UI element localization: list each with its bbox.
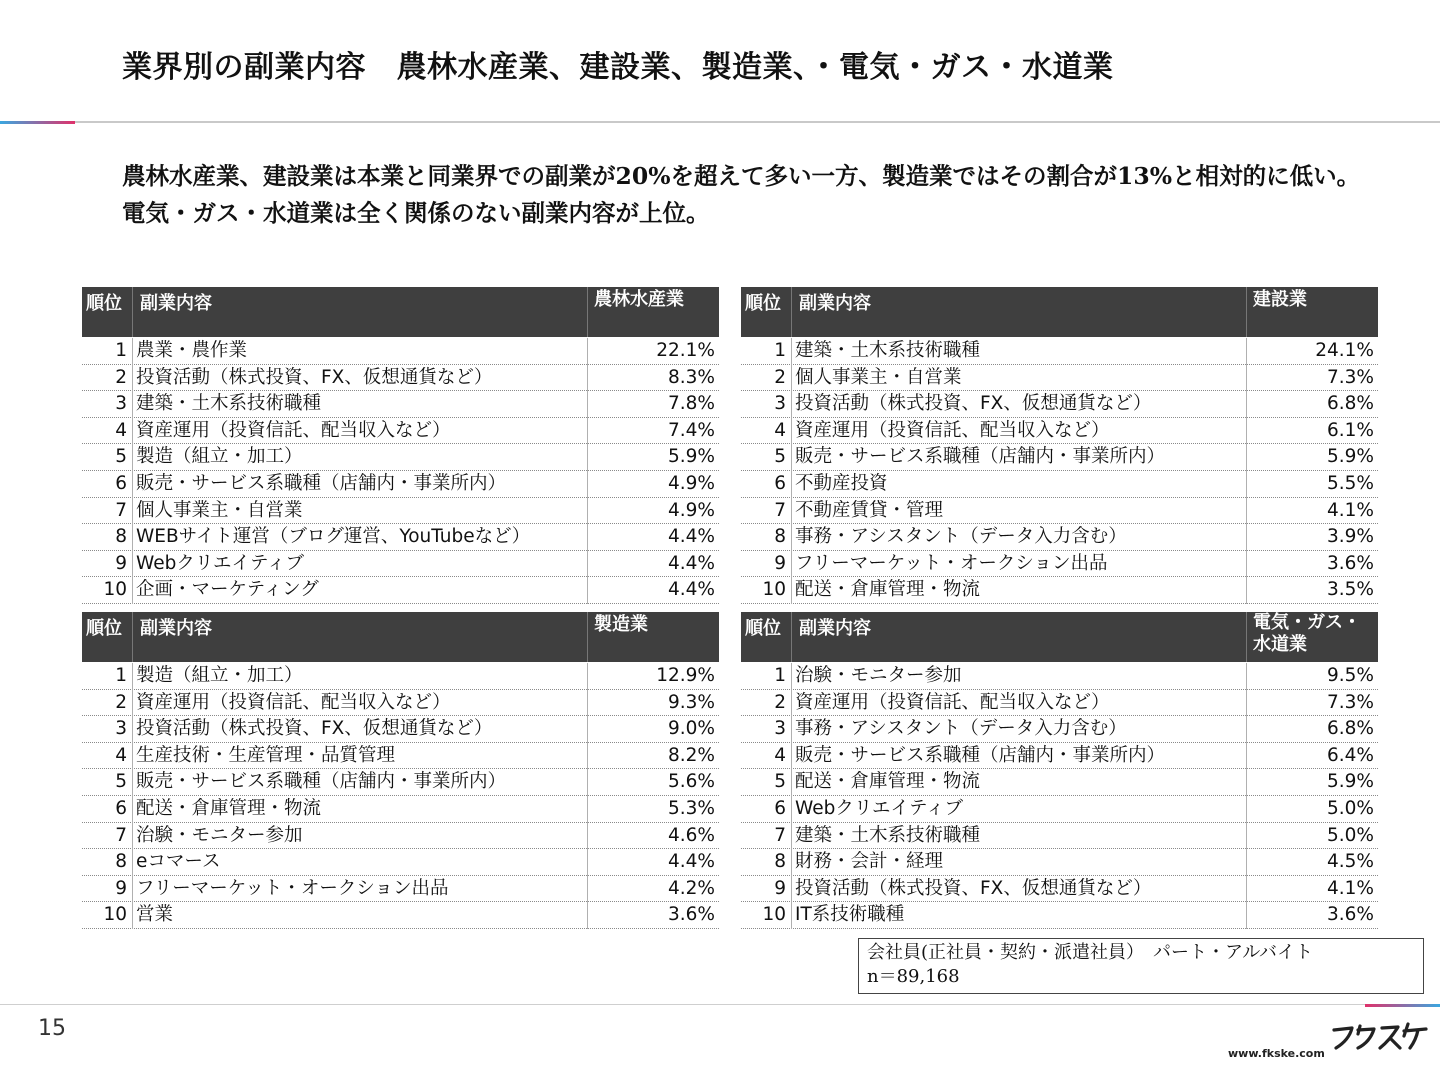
row-rank: 3 <box>774 393 786 415</box>
header-industry: 建設業 <box>1253 289 1307 310</box>
column-divider <box>132 577 133 604</box>
table-row <box>82 338 719 365</box>
bottom-divider-accent <box>1365 1004 1440 1007</box>
column-divider <box>587 391 588 418</box>
row-rank: 4 <box>774 744 786 766</box>
row-content: 資産運用（投資信託、配当収入など） <box>136 691 451 713</box>
column-divider <box>132 690 133 717</box>
row-percent: 4.9% <box>668 499 715 521</box>
row-content: 資産運用（投資信託、配当収入など） <box>136 419 451 441</box>
row-content: 投資活動（株式投資、FX、仮想通貨など） <box>795 393 1152 415</box>
row-rank: 10 <box>762 904 786 926</box>
column-divider <box>587 577 588 604</box>
column-divider <box>791 444 792 471</box>
row-content: Webクリエイティブ <box>136 552 304 574</box>
column-divider <box>1246 577 1247 604</box>
row-rank: 1 <box>115 665 127 686</box>
header-industry: 農林水産業 <box>594 289 684 310</box>
table-row <box>741 471 1378 498</box>
row-content: 投資活動（株式投資、FX、仮想通貨など） <box>795 877 1152 899</box>
table-row <box>82 823 719 850</box>
row-rank: 2 <box>115 691 127 713</box>
row-percent: 5.0% <box>1327 824 1374 846</box>
table-row <box>741 796 1378 823</box>
column-divider <box>132 876 133 903</box>
table-row <box>82 796 719 823</box>
row-rank: 1 <box>115 340 127 361</box>
table-row <box>82 663 719 690</box>
row-percent: 4.4% <box>668 552 715 574</box>
row-rank: 7 <box>115 824 127 846</box>
row-rank: 10 <box>103 579 127 601</box>
column-divider <box>1246 743 1247 770</box>
column-divider <box>132 444 133 471</box>
row-percent: 22.1% <box>656 340 715 361</box>
bottom-divider <box>0 1004 1440 1005</box>
row-rank: 6 <box>115 797 127 819</box>
row-rank: 8 <box>115 526 127 548</box>
column-divider <box>1246 365 1247 392</box>
column-divider <box>791 876 792 903</box>
table-row <box>741 823 1378 850</box>
ranking-table <box>82 612 719 929</box>
row-percent: 9.3% <box>668 691 715 713</box>
column-divider <box>791 823 792 850</box>
row-content: 製造（組立・加工） <box>136 665 303 686</box>
row-percent: 9.5% <box>1327 665 1374 686</box>
table-row <box>741 690 1378 717</box>
row-percent: 7.8% <box>668 393 715 415</box>
row-content: 不動産賃貸・管理 <box>795 499 944 521</box>
row-rank: 5 <box>115 446 127 468</box>
column-divider <box>1246 823 1247 850</box>
table-header <box>741 612 1378 662</box>
row-rank: 6 <box>774 797 786 819</box>
table-row <box>82 690 719 717</box>
table-row <box>741 769 1378 796</box>
table-row <box>82 876 719 903</box>
row-rank: 7 <box>115 499 127 521</box>
table-header <box>741 287 1378 337</box>
column-divider <box>1246 849 1247 876</box>
row-content: 建築・土木系技術職種 <box>136 393 322 415</box>
row-percent: 3.6% <box>1327 552 1374 574</box>
brand-logo-icon <box>1330 1018 1430 1052</box>
row-content: IT系技術職種 <box>795 904 905 926</box>
row-rank: 5 <box>774 446 786 468</box>
ranking-table <box>82 287 719 604</box>
header-content: 副業内容 <box>799 618 871 639</box>
column-divider <box>791 365 792 392</box>
column-divider <box>791 902 792 929</box>
row-rank: 8 <box>115 851 127 873</box>
table-row <box>741 418 1378 445</box>
column-divider <box>791 471 792 498</box>
row-content: 不動産投資 <box>795 472 888 494</box>
row-percent: 5.5% <box>1327 472 1374 494</box>
row-content: 営業 <box>136 904 174 926</box>
column-divider <box>587 690 588 717</box>
table-row <box>82 365 719 392</box>
row-percent: 6.4% <box>1327 744 1374 766</box>
header-divider <box>132 287 133 337</box>
row-percent: 4.5% <box>1327 851 1374 873</box>
row-percent: 5.6% <box>668 771 715 793</box>
sample-note-n: n＝89,168 <box>867 966 960 987</box>
row-percent: 4.4% <box>668 579 715 601</box>
column-divider <box>587 849 588 876</box>
row-content: 財務・会計・経理 <box>795 851 944 873</box>
row-content: 治験・モニター参加 <box>136 824 303 846</box>
row-content: 生産技術・生産管理・品質管理 <box>136 744 396 766</box>
table-row <box>741 849 1378 876</box>
column-divider <box>587 769 588 796</box>
table-row <box>82 716 719 743</box>
table-row <box>82 391 719 418</box>
table-row <box>741 743 1378 770</box>
header-divider <box>587 287 588 337</box>
row-percent: 24.1% <box>1315 340 1374 361</box>
column-divider <box>1246 769 1247 796</box>
column-divider <box>1246 444 1247 471</box>
page-title: 業界別の副業内容 農林水産業、建設業、製造業、・電気・ガス・水道業 <box>122 50 1114 85</box>
column-divider <box>587 524 588 551</box>
table-row <box>741 577 1378 604</box>
row-percent: 7.3% <box>1327 366 1374 388</box>
column-divider <box>1246 551 1247 578</box>
row-rank: 10 <box>762 579 786 601</box>
row-content: 個人事業主・自営業 <box>795 366 962 388</box>
column-divider <box>1246 524 1247 551</box>
column-divider <box>132 338 133 365</box>
column-divider <box>1246 876 1247 903</box>
column-divider <box>587 471 588 498</box>
row-content: 配送・倉庫管理・物流 <box>795 771 981 793</box>
column-divider <box>791 524 792 551</box>
column-divider <box>132 524 133 551</box>
table-row <box>741 716 1378 743</box>
row-rank: 4 <box>115 419 127 441</box>
table-row <box>82 849 719 876</box>
table-row <box>741 524 1378 551</box>
column-divider <box>587 418 588 445</box>
table-row <box>82 743 719 770</box>
row-rank: 5 <box>774 771 786 793</box>
table-row <box>741 663 1378 690</box>
row-content: 販売・サービス系職種（店舗内・事業所内） <box>136 472 507 494</box>
row-rank: 8 <box>774 526 786 548</box>
column-divider <box>791 690 792 717</box>
row-percent: 6.1% <box>1327 419 1374 441</box>
column-divider <box>587 743 588 770</box>
row-rank: 2 <box>115 366 127 388</box>
column-divider <box>132 391 133 418</box>
column-divider <box>1246 498 1247 525</box>
row-rank: 6 <box>115 472 127 494</box>
table-row <box>741 498 1378 525</box>
column-divider <box>132 823 133 850</box>
row-rank: 1 <box>774 340 786 361</box>
row-percent: 4.9% <box>668 472 715 494</box>
row-content: 配送・倉庫管理・物流 <box>136 797 322 819</box>
row-content: 企画・マーケティング <box>136 579 319 601</box>
row-content: WEBサイト運営（ブログ運営、YouTubeなど） <box>136 526 531 548</box>
row-content: eコマース <box>136 851 221 873</box>
table-row <box>741 902 1378 929</box>
ranking-table <box>741 612 1378 929</box>
header-content: 副業内容 <box>140 293 212 314</box>
row-rank: 1 <box>774 665 786 686</box>
row-percent: 9.0% <box>668 718 715 740</box>
table-row <box>82 902 719 929</box>
column-divider <box>587 498 588 525</box>
sample-note-respondents: 会社員(正社員・契約・派遣社員） パート・アルバイト <box>867 942 1314 963</box>
row-content: 製造（組立・加工） <box>136 446 303 468</box>
column-divider <box>132 849 133 876</box>
column-divider <box>1246 663 1247 690</box>
table-row <box>82 551 719 578</box>
column-divider <box>132 663 133 690</box>
column-divider <box>791 418 792 445</box>
table-row <box>82 769 719 796</box>
row-content: 農業・農作業 <box>136 340 248 361</box>
row-content: 投資活動（株式投資、FX、仮想通貨など） <box>136 718 493 740</box>
header-divider <box>1246 287 1247 337</box>
table-row <box>741 338 1378 365</box>
column-divider <box>587 551 588 578</box>
row-content: 資産運用（投資信託、配当収入など） <box>795 691 1110 713</box>
column-divider <box>132 769 133 796</box>
table-row <box>741 551 1378 578</box>
column-divider <box>132 551 133 578</box>
table-row <box>82 444 719 471</box>
column-divider <box>791 769 792 796</box>
table-row <box>741 391 1378 418</box>
header-industry: 電気・ガス・水道業 <box>1253 612 1361 655</box>
column-divider <box>791 577 792 604</box>
row-percent: 4.2% <box>668 877 715 899</box>
column-divider <box>1246 716 1247 743</box>
column-divider <box>1246 471 1247 498</box>
row-rank: 8 <box>774 851 786 873</box>
table-row <box>82 498 719 525</box>
column-divider <box>587 902 588 929</box>
column-divider <box>791 796 792 823</box>
header-industry: 製造業 <box>594 614 648 635</box>
row-rank: 7 <box>774 824 786 846</box>
row-percent: 4.4% <box>668 851 715 873</box>
ranking-table <box>741 287 1378 604</box>
row-content: 販売・サービス系職種（店舗内・事業所内） <box>136 771 507 793</box>
header-divider <box>791 287 792 337</box>
column-divider <box>791 551 792 578</box>
row-content: 販売・サービス系職種（店舗内・事業所内） <box>795 744 1166 766</box>
row-percent: 7.4% <box>668 419 715 441</box>
column-divider <box>1246 418 1247 445</box>
row-content: 配送・倉庫管理・物流 <box>795 579 981 601</box>
column-divider <box>791 849 792 876</box>
row-rank: 7 <box>774 499 786 521</box>
column-divider <box>1246 902 1247 929</box>
row-content: 建築・土木系技術職種 <box>795 824 981 846</box>
header-divider <box>587 612 588 662</box>
row-rank: 6 <box>774 472 786 494</box>
column-divider <box>132 796 133 823</box>
row-rank: 9 <box>774 552 786 574</box>
row-percent: 5.9% <box>668 446 715 468</box>
row-percent: 6.8% <box>1327 393 1374 415</box>
header-divider <box>132 612 133 662</box>
column-divider <box>1246 796 1247 823</box>
row-rank: 3 <box>115 718 127 740</box>
column-divider <box>132 498 133 525</box>
row-rank: 2 <box>774 366 786 388</box>
column-divider <box>587 876 588 903</box>
row-content: 事務・アシスタント（データ入力含む） <box>795 526 1127 548</box>
row-percent: 12.9% <box>656 665 715 686</box>
row-content: 個人事業主・自営業 <box>136 499 303 521</box>
row-percent: 3.5% <box>1327 579 1374 601</box>
top-divider-accent <box>0 121 75 124</box>
column-divider <box>1246 338 1247 365</box>
column-divider <box>132 716 133 743</box>
row-percent: 4.1% <box>1327 499 1374 521</box>
row-rank: 2 <box>774 691 786 713</box>
table-row <box>741 444 1378 471</box>
column-divider <box>587 338 588 365</box>
header-content: 副業内容 <box>140 618 212 639</box>
row-rank: 4 <box>115 744 127 766</box>
column-divider <box>587 796 588 823</box>
row-percent: 3.9% <box>1327 526 1374 548</box>
row-percent: 3.6% <box>1327 904 1374 926</box>
row-content: Webクリエイティブ <box>795 797 963 819</box>
table-row <box>82 418 719 445</box>
column-divider <box>132 743 133 770</box>
row-rank: 3 <box>774 718 786 740</box>
table-header <box>82 287 719 337</box>
top-divider <box>0 121 1440 123</box>
row-percent: 8.2% <box>668 744 715 766</box>
header-divider <box>1246 612 1247 662</box>
row-rank: 5 <box>115 771 127 793</box>
row-rank: 4 <box>774 419 786 441</box>
table-row <box>741 365 1378 392</box>
row-percent: 5.3% <box>668 797 715 819</box>
row-rank: 10 <box>103 904 127 926</box>
column-divider <box>791 716 792 743</box>
row-percent: 4.4% <box>668 526 715 548</box>
row-rank: 9 <box>115 552 127 574</box>
row-percent: 5.9% <box>1327 771 1374 793</box>
column-divider <box>587 823 588 850</box>
row-content: 治験・モニター参加 <box>795 665 962 686</box>
row-content: フリーマーケット・オークション出品 <box>795 552 1108 574</box>
page-number: 15 <box>38 1016 66 1041</box>
column-divider <box>1246 690 1247 717</box>
column-divider <box>132 418 133 445</box>
row-percent: 4.6% <box>668 824 715 846</box>
row-rank: 3 <box>115 393 127 415</box>
row-rank: 9 <box>774 877 786 899</box>
row-percent: 8.3% <box>668 366 715 388</box>
column-divider <box>791 498 792 525</box>
row-percent: 7.3% <box>1327 691 1374 713</box>
row-content: 事務・アシスタント（データ入力含む） <box>795 718 1127 740</box>
row-content: 投資活動（株式投資、FX、仮想通貨など） <box>136 366 493 388</box>
column-divider <box>1246 391 1247 418</box>
column-divider <box>791 743 792 770</box>
table-row <box>82 577 719 604</box>
row-rank: 9 <box>115 877 127 899</box>
column-divider <box>587 365 588 392</box>
header-rank: 順位 <box>86 618 122 639</box>
column-divider <box>132 902 133 929</box>
row-percent: 5.0% <box>1327 797 1374 819</box>
column-divider <box>587 444 588 471</box>
summary-text: 農林水産業、建設業は本業と同業界での副業が20%を超えて多い一方、製造業ではその割合が13%と相対的に低い。電気・ガス・水道業は全く関係のない副業内容が上位。 <box>122 162 1361 227</box>
row-percent: 4.1% <box>1327 877 1374 899</box>
column-divider <box>587 716 588 743</box>
table-row <box>82 524 719 551</box>
column-divider <box>132 365 133 392</box>
row-content: 資産運用（投資信託、配当収入など） <box>795 419 1110 441</box>
column-divider <box>791 338 792 365</box>
row-percent: 6.8% <box>1327 718 1374 740</box>
header-content: 副業内容 <box>799 293 871 314</box>
row-percent: 5.9% <box>1327 446 1374 468</box>
table-row <box>741 876 1378 903</box>
row-percent: 3.6% <box>668 904 715 926</box>
row-content: 販売・サービス系職種（店舗内・事業所内） <box>795 446 1166 468</box>
row-content: 建築・土木系技術職種 <box>795 340 981 361</box>
column-divider <box>132 471 133 498</box>
header-rank: 順位 <box>745 293 781 314</box>
header-divider <box>791 612 792 662</box>
column-divider <box>791 391 792 418</box>
footer-url: www.fkske.com <box>1228 1047 1325 1060</box>
column-divider <box>587 663 588 690</box>
table-header <box>82 612 719 662</box>
header-rank: 順位 <box>745 618 781 639</box>
row-content: フリーマーケット・オークション出品 <box>136 877 449 899</box>
sample-note <box>858 938 1424 994</box>
column-divider <box>791 663 792 690</box>
header-rank: 順位 <box>86 293 122 314</box>
table-row <box>82 471 719 498</box>
